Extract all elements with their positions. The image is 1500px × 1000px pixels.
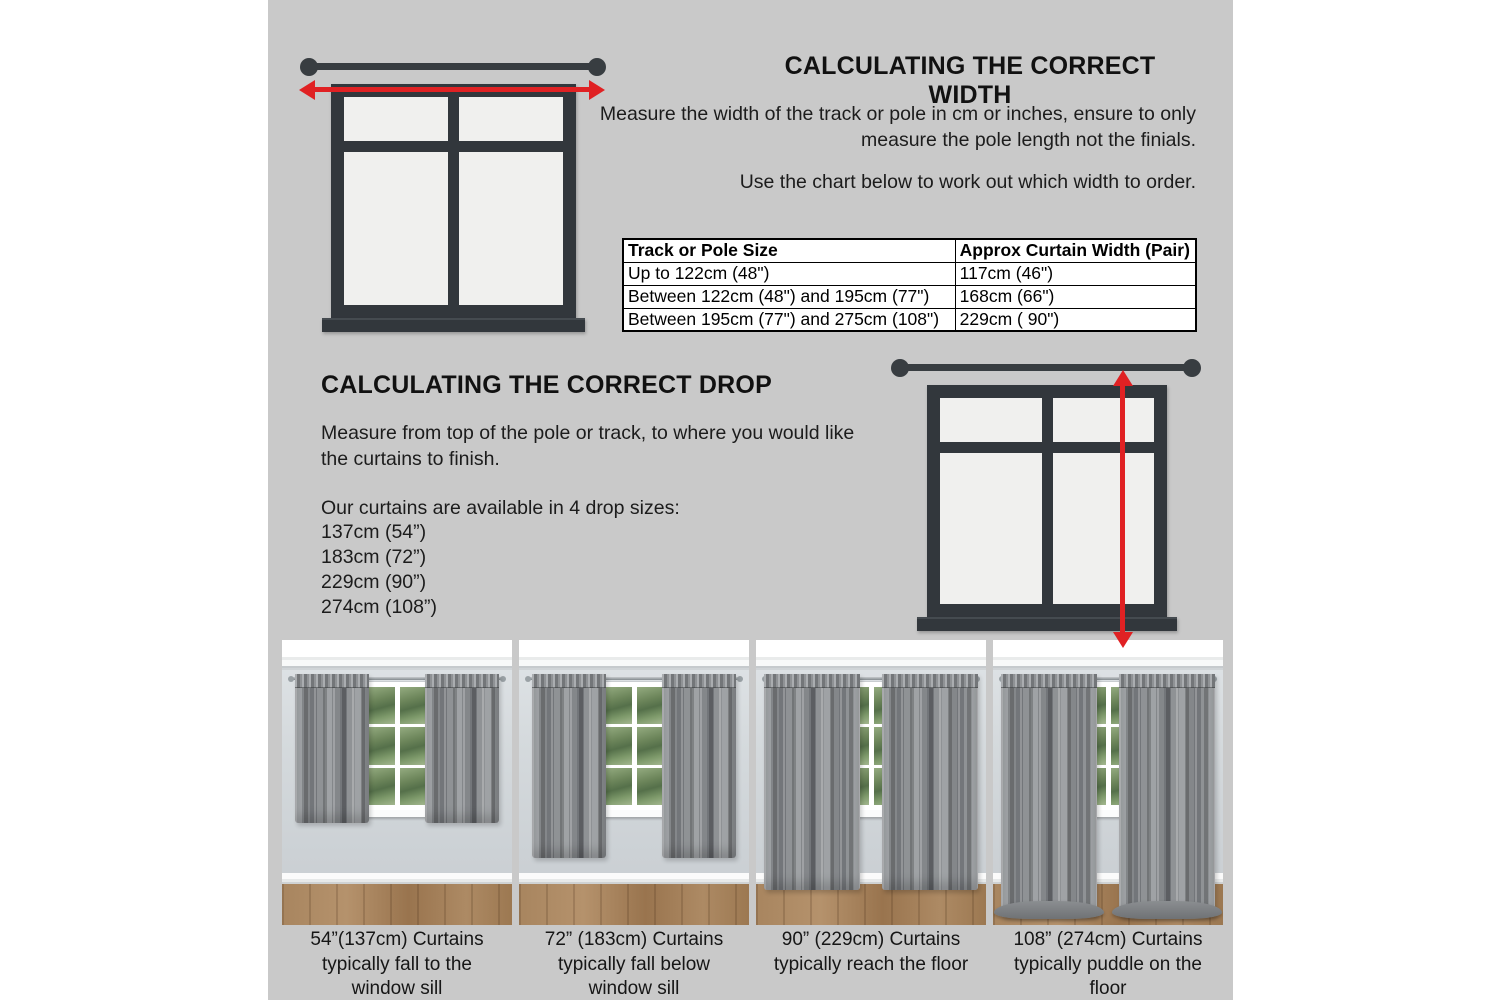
photo-54in-curtains [282,640,512,925]
curtain-left [764,674,860,890]
ceiling-molding [282,640,512,670]
window-sill-illustration [322,318,585,332]
window-illustration-width [331,84,576,318]
wood-floor [756,884,986,925]
caption-72in: 72” (183cm) Curtains typically fall below window sill [544,929,724,999]
pole-size-cell: Between 122cm (48") and 195cm (77") [623,285,955,308]
drop-size-item: 274cm (108”) [321,596,437,618]
size-chart-table [622,238,1197,332]
photo-108in-curtains [993,640,1223,925]
drop-section-title: CALCULATING THE CORRECT DROP [321,371,772,399]
curtain-right [425,674,499,823]
curtain-width-cell: 229cm ( 90") [955,308,1196,331]
baseboard [519,873,749,884]
curtain-left [532,674,606,858]
photo-90in-curtains [756,640,986,925]
window-grid [344,97,563,305]
photo-window-pane [637,727,664,764]
curtain-width-cell: 168cm (66") [955,285,1196,308]
curtain-right [882,674,978,890]
window-pane [1053,398,1155,442]
ceiling-molding [519,640,749,670]
drop-size-item: 229cm (90”) [321,571,427,593]
curtain-right [1119,674,1215,917]
pole-size-cell: Up to 122cm (48") [623,262,955,285]
drop-size-item: 137cm (54”) [321,521,427,543]
table-row [623,285,1196,308]
drop-instructions: Measure from top of the pole or track, to where you would like the curtains to finish. [321,422,855,470]
width-chart-note: Use the chart below to work out which width to order. [739,171,1196,193]
width-section-title: CALCULATING THE CORRECT WIDTH [784,52,1156,109]
table-row [623,262,1196,285]
photo-window-pane [400,727,427,764]
photo-window-pane [400,687,427,724]
width-instructions: Measure the width of the track or pole in cm or inches, ensure to only measure the pole length not the finials. [599,103,1196,151]
table-header-row [623,239,1196,262]
baseboard [282,873,512,884]
curtain-right [662,674,736,858]
caption-90in: 90” (229cm) Curtains typically reach the floor [773,929,969,975]
photo-window-pane [605,768,632,805]
window-pane [459,97,563,141]
drop-size-item: 183cm (72”) [321,546,427,568]
caption-108in: 108” (274cm) Curtains typically puddle on the floor [1013,929,1203,999]
window-pane [459,152,563,305]
photo-72in-curtains [519,640,749,925]
window-pane [940,398,1042,442]
column-header-curtain-width: Approx Curtain Width (Pair) [955,239,1196,262]
curtain-left [1001,674,1097,917]
window-illustration-drop [927,385,1167,617]
photo-window [363,682,431,810]
photo-window-pane [637,687,664,724]
photo-window-pane [400,768,427,805]
photo-window-pane [368,727,395,764]
wood-floor [282,884,512,925]
photo-window [600,682,668,810]
curtain-left [295,674,369,823]
drop-measure-arrow [1120,386,1125,632]
caption-54in: 54”(137cm) Curtains typically fall to the window sill [310,929,484,999]
curtain-width-cell: 117cm (46") [955,262,1196,285]
drop-sizes-list [321,520,437,620]
window-pane [1053,453,1155,604]
wood-floor [519,884,749,925]
photo-window-pane [368,687,395,724]
column-header-pole-size: Track or Pole Size [623,239,955,262]
ceiling-molding [993,640,1223,670]
guide-panel [268,0,1233,1000]
width-measure-arrow [315,87,589,92]
pole-size-cell: Between 195cm (77") and 275cm (108") [623,308,955,331]
ceiling-molding [756,640,986,670]
photo-window-pane [605,687,632,724]
drop-sizes-intro: Our curtains are available in 4 drop sizes: [321,497,680,519]
window-pane [344,97,448,141]
window-pane [940,453,1042,604]
window-sill-illustration [917,617,1177,631]
photo-window-pane [605,727,632,764]
curtain-pole-illustration [900,364,1192,371]
window-pane [344,152,448,305]
curtain-pole-illustration [309,63,597,70]
table-row [623,308,1196,331]
photo-window-pane [637,768,664,805]
photo-window-pane [368,768,395,805]
